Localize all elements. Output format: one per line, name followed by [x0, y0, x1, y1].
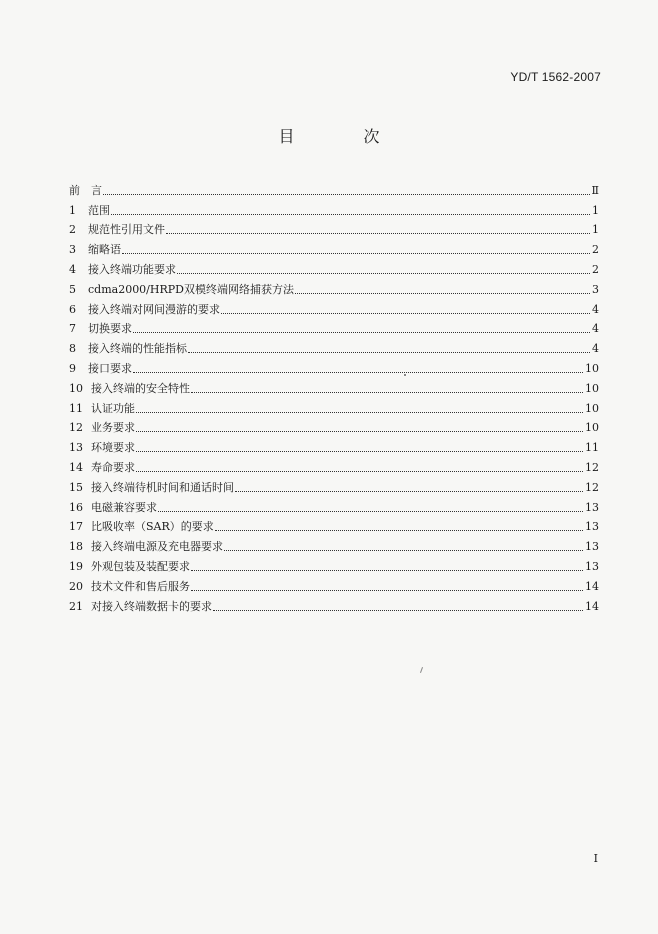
toc-entry-number: 11	[69, 401, 83, 415]
toc-entry-number: 5	[69, 282, 76, 296]
toc-entry-title: 外观包装及装配要求	[91, 559, 190, 573]
dot-leader	[235, 490, 583, 492]
toc-entry[interactable]	[69, 297, 599, 317]
dot-leader	[103, 193, 590, 195]
toc-entry-page: 12	[585, 480, 599, 494]
dot-leader	[213, 609, 583, 611]
dot-leader	[221, 312, 590, 314]
standard-code: YD/T 1562-2007	[510, 70, 601, 84]
toc-entry-number: 14	[69, 460, 83, 474]
dot-leader	[188, 351, 590, 353]
toc-entry-title: 接入终端对网间漫游的要求	[88, 302, 220, 316]
toc-entry[interactable]	[69, 336, 599, 356]
toc-entry[interactable]	[69, 317, 599, 337]
toc-entry-title: 接入终端的安全特性	[91, 381, 190, 395]
scan-speck	[420, 667, 423, 673]
toc-entry-title: 技术文件和售后服务	[91, 579, 190, 593]
toc-entry-number: 19	[69, 559, 83, 573]
toc-entry-title: 切换要求	[88, 322, 132, 336]
toc-entry-page: 10	[585, 381, 599, 395]
toc-entry-title: 接口要求	[88, 361, 132, 375]
dot-leader	[191, 589, 583, 591]
toc-entry-number: 1	[69, 203, 76, 217]
toc-entry-number: 12	[69, 421, 83, 435]
toc-entry-page: 14	[585, 599, 599, 613]
toc-entry-title: 认证功能	[91, 401, 135, 415]
toc-entry-page: 10	[585, 361, 599, 375]
table-of-contents	[69, 178, 599, 614]
dot-leader	[166, 232, 590, 234]
dot-leader	[215, 529, 583, 531]
toc-entry-title: 寿命要求	[91, 460, 135, 474]
toc-entry-number: 21	[69, 599, 83, 613]
dot-leader	[133, 331, 590, 333]
toc-entry-page: 11	[585, 441, 599, 455]
toc-entry[interactable]	[69, 178, 599, 198]
toc-entry-title: 接入终端电源及充电器要求	[91, 540, 223, 554]
toc-entry[interactable]	[69, 554, 599, 574]
toc-title: 目 次	[278, 127, 412, 146]
toc-entry-page: 13	[585, 540, 599, 554]
toc-entry-title: 接入终端的性能指标	[88, 342, 187, 356]
toc-entry-title: 电磁兼容要求	[91, 500, 157, 514]
toc-entry-title: 缩略语	[88, 243, 121, 257]
toc-entry[interactable]	[69, 416, 599, 436]
toc-entry-page: 10	[585, 421, 599, 435]
toc-entry[interactable]	[69, 515, 599, 535]
toc-entry-page: 12	[585, 460, 599, 474]
toc-entry-title: 言	[91, 183, 102, 197]
toc-entry-number: 18	[69, 540, 83, 554]
toc-entry[interactable]	[69, 534, 599, 554]
toc-entry-page: 2	[592, 243, 599, 257]
toc-entry-number: 17	[69, 520, 83, 534]
toc-entry-title: 对接入终端数据卡的要求	[91, 599, 212, 613]
toc-entry[interactable]	[69, 396, 599, 416]
toc-entry[interactable]	[69, 218, 599, 238]
toc-entry-title: 接入终端待机时间和通话时间	[91, 480, 234, 494]
toc-entry-page: 14	[585, 579, 599, 593]
dot-leader	[224, 549, 583, 551]
dot-leader	[191, 569, 583, 571]
toc-entry-number: 13	[69, 441, 83, 455]
toc-entry-page: 13	[585, 520, 599, 534]
toc-entry[interactable]	[69, 257, 599, 277]
dot-leader	[136, 430, 583, 432]
toc-entry-page: 10	[585, 401, 599, 415]
toc-entry-title: 比吸收率（SAR）的要求	[91, 520, 214, 534]
toc-entry[interactable]	[69, 574, 599, 594]
toc-entry-page: Ⅱ	[591, 183, 599, 197]
dot-leader	[177, 272, 590, 274]
toc-entry-number: 4	[69, 262, 76, 276]
toc-entry[interactable]	[69, 198, 599, 218]
toc-entry-number: 3	[69, 243, 76, 257]
dot-leader	[158, 510, 583, 512]
dot-leader	[136, 470, 583, 472]
toc-entry-title: 接入终端功能要求	[88, 262, 176, 276]
toc-entry[interactable]	[69, 475, 599, 495]
toc-entry-number: 15	[69, 480, 83, 494]
toc-entry-title: 规范性引用文件	[88, 223, 165, 237]
toc-entry-page: 4	[592, 322, 599, 336]
dot-leader	[295, 292, 590, 294]
toc-entry[interactable]	[69, 356, 599, 376]
toc-entry-title: 业务要求	[91, 421, 135, 435]
toc-entry[interactable]	[69, 376, 599, 396]
toc-entry-page: 2	[592, 262, 599, 276]
toc-entry-title: 环境要求	[91, 441, 135, 455]
toc-entry-number: 7	[69, 322, 76, 336]
dot-leader	[191, 391, 583, 393]
toc-entry-page: 3	[592, 282, 599, 296]
toc-entry-title: cdma2000/HRPD双模终端网络捕获方法	[88, 282, 294, 296]
toc-entry-page: 1	[592, 223, 599, 237]
toc-entry-title: 范围	[88, 203, 110, 217]
toc-entry[interactable]	[69, 455, 599, 475]
toc-entry-number: 10	[69, 381, 83, 395]
toc-entry-page: 13	[585, 500, 599, 514]
scan-speck	[404, 374, 406, 376]
toc-entry[interactable]	[69, 594, 599, 614]
dot-leader	[136, 450, 583, 452]
toc-entry-page: 4	[592, 302, 599, 316]
toc-entry-number: 9	[69, 361, 76, 375]
dot-leader	[122, 252, 590, 254]
toc-entry-number: 2	[69, 223, 76, 237]
dot-leader	[136, 411, 583, 413]
toc-entry-number: 8	[69, 342, 76, 356]
dot-leader	[133, 371, 583, 373]
dot-leader	[111, 213, 590, 215]
toc-entry-number: 20	[69, 579, 83, 593]
toc-entry-page: 1	[592, 203, 599, 217]
toc-entry-number: 6	[69, 302, 76, 316]
toc-entry[interactable]	[69, 237, 599, 257]
toc-entry[interactable]	[69, 277, 599, 297]
toc-entry-number: 16	[69, 500, 83, 514]
toc-entry-number: 前	[69, 183, 80, 197]
page-number: I	[593, 852, 598, 865]
toc-entry[interactable]	[69, 495, 599, 515]
toc-entry-page: 4	[592, 342, 599, 356]
toc-entry[interactable]	[69, 435, 599, 455]
toc-entry-page: 13	[585, 559, 599, 573]
